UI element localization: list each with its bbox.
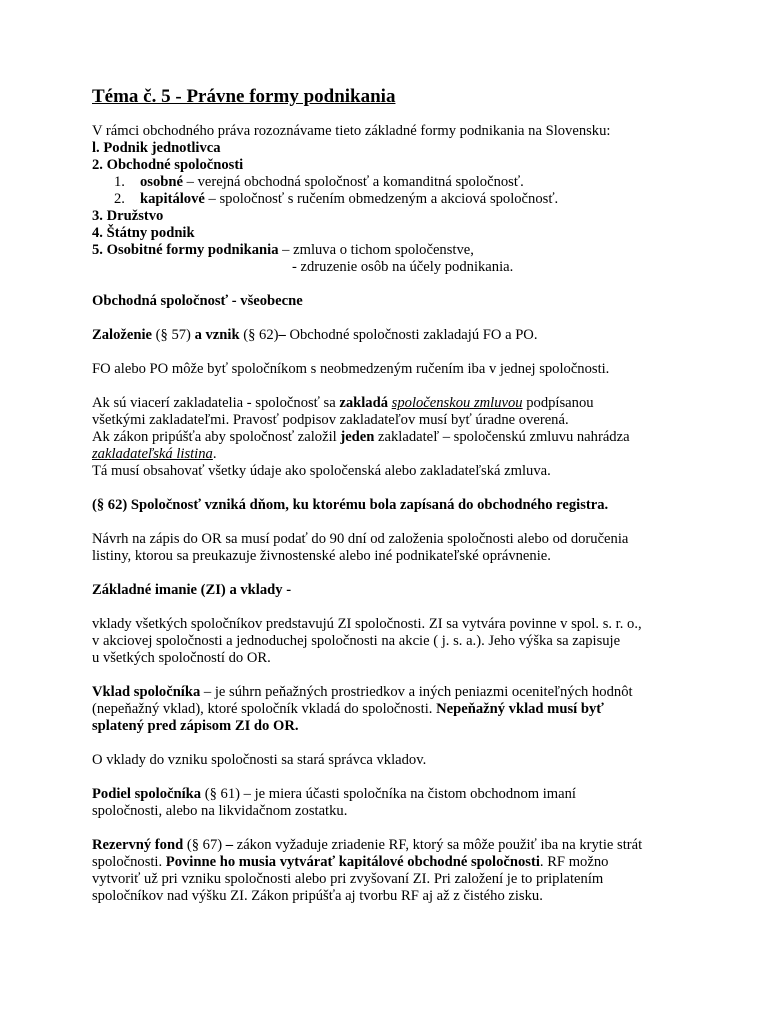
paragraph-partner-share: [92, 786, 692, 820]
text: (§ 62): [239, 327, 279, 343]
subitem-term: kapitálové: [140, 191, 205, 207]
text-line: [92, 837, 692, 854]
subitem-text: – spoločnosť s ručením obmedzeným a akciová spoločnosť.: [204, 191, 559, 207]
text-line: [92, 429, 692, 446]
text-line: u všetkých spoločností do OR.: [92, 650, 271, 666]
paragraph-partner-deposit: [92, 684, 692, 735]
text-line: [92, 786, 692, 803]
text: zákon vyžaduje zriadenie RF, ktorý sa môže použiť iba na krytie strát: [233, 837, 643, 853]
text-line: všetkými zakladateľmi. Pravosť podpisov zakladateľov musí byť úradne overená.: [92, 412, 569, 428]
text: – je súhrn peňažných prostriedkov a iných peniazmi oceniteľných hodnôt: [200, 684, 633, 700]
paragraph-registration-filing: [92, 531, 692, 565]
text: (§ 61) – je miera účasti spoločníka na čistom obchodnom imaní: [201, 786, 576, 802]
form-item-5-text: – zmluva o tichom spoločenstve,: [278, 242, 474, 258]
text: zakladateľ – spoločenskú zmluvu nahrádza: [374, 429, 630, 445]
term-partner-deposit: Vklad spoločníka: [92, 684, 201, 700]
paragraph-registration: (§ 62) Spoločnosť vzniká dňom, ku ktorému bola zapísaná do obchodného registra.: [92, 497, 609, 513]
text-line: [92, 684, 692, 701]
form-item-3: 3. Družstvo: [92, 208, 164, 224]
text-line: [92, 395, 692, 412]
text-line: Návrh na zápis do OR sa musí podať do 90 dní od založenia spoločnosti alebo od doručenia: [92, 531, 629, 547]
text-line: vytvoriť už pri vzniku spoločnosti alebo pri zvyšovaní ZI. Pri založení je to priplatením: [92, 871, 604, 887]
text: Obchodné spoločnosti zakladajú FO a PO.: [285, 327, 538, 343]
text-line: splatený pred zápisom ZI do OR.: [92, 718, 299, 734]
text-line: spoločnosti, alebo na likvidačnom zostatku.: [92, 803, 348, 819]
subitem-term: osobné: [140, 174, 183, 190]
subitem-text: – verejná obchodná spoločnosť a komanditná spoločnosť.: [182, 174, 524, 190]
intro-text: V rámci obchodného práva rozoznávame tieto základné formy podnikania na Slovensku:: [92, 123, 611, 139]
form-item-1: l. Podnik jednotlivca: [92, 140, 221, 156]
section-heading-capital: Základné imanie (ZI) a vklady -: [92, 582, 292, 598]
form-item-5-continuation: - zdruzenie osôb na účely podnikania.: [292, 259, 514, 275]
term-partnership-agreement: spoločenskou zmluvou: [391, 395, 523, 411]
form-item-2: 2. Obchodné spoločnosti: [92, 157, 244, 173]
text: .: [212, 446, 217, 462]
text-line: Tá musí obsahovať všetky údaje ako spoločenská alebo zakladateľská zmluva.: [92, 463, 551, 479]
page-title: Téma č. 5 - Právne formy podnikania: [92, 86, 396, 107]
text-line: listiny, ktorou sa preukazuje živnostenské alebo iné podnikateľské oprávnenie.: [92, 548, 551, 564]
subitem-number: 2.: [114, 191, 125, 207]
term-founding-deed: zakladateľská listina: [92, 446, 213, 462]
paragraph-capital: [92, 616, 692, 667]
form-item-5-term: 5. Osobitné formy podnikania: [92, 242, 279, 258]
text-line: [92, 701, 692, 718]
text: Ak sú viacerí zakladatelia - spoločnosť sa: [92, 395, 340, 411]
section-heading-company: Obchodná spoločnosť - všeobecne: [92, 293, 303, 309]
text: spoločnosti.: [92, 854, 166, 870]
text: (§ 57): [152, 327, 195, 343]
paragraph-founding: [92, 327, 692, 344]
text: Ak zákon pripúšťa aby spoločnosť založil: [92, 429, 341, 445]
paragraph-reserve-fund: [92, 837, 692, 905]
form-subitem-2: [92, 191, 692, 208]
text-line: v akciovej spoločnosti a jednoduchej spoločnosti na akcie ( j. s. a.). Jeho výška sa zapisuje: [92, 633, 621, 649]
term-origin: a vznik: [194, 327, 240, 343]
text-line: [92, 854, 692, 871]
form-item-4: 4. Štátny podnik: [92, 225, 195, 241]
term-one: jeden: [340, 429, 375, 445]
form-subitem-1: [92, 174, 692, 191]
term-founding: Založenie: [92, 327, 152, 343]
dash: –: [278, 327, 286, 343]
term-partner-share: Podiel spoločníka: [92, 786, 202, 802]
text-line: spoločníkov nad výšku ZI. Zákon pripúšťa aj tvorbu RF aj až z čistého zisku.: [92, 888, 543, 904]
paragraph-founders: [92, 395, 692, 480]
term-founds: zakladá: [339, 395, 389, 411]
document-body: [92, 86, 692, 905]
paragraph-deposit-manager: O vklady do vzniku spoločnosti sa stará správca vkladov.: [92, 752, 427, 768]
emphasis: Nepeňažný vklad musí byť: [436, 701, 604, 717]
subitem-number: 1.: [114, 174, 125, 190]
text: podpísanou: [522, 395, 594, 411]
form-item-5: [92, 242, 692, 259]
paragraph-liability: FO alebo PO môže byť spoločníkom s neobmedzeným ručením iba v jednej spoločnosti.: [92, 361, 610, 377]
dash: –: [225, 837, 234, 853]
text-line: [92, 446, 692, 463]
text: . RF možno: [539, 854, 609, 870]
text: (§ 67): [183, 837, 226, 853]
text: (nepeňažný vklad), ktoré spoločník vkladá do spoločnosti.: [92, 701, 437, 717]
text-line: vklady všetkých spoločníkov predstavujú ZI spoločnosti. ZI sa vytvára povinne v spol. s. r. o.,: [92, 616, 642, 632]
emphasis: Povinne ho musia vytvárať kapitálové obchodné spoločnosti: [165, 854, 540, 870]
term-reserve-fund: Rezervný fond: [92, 837, 184, 853]
